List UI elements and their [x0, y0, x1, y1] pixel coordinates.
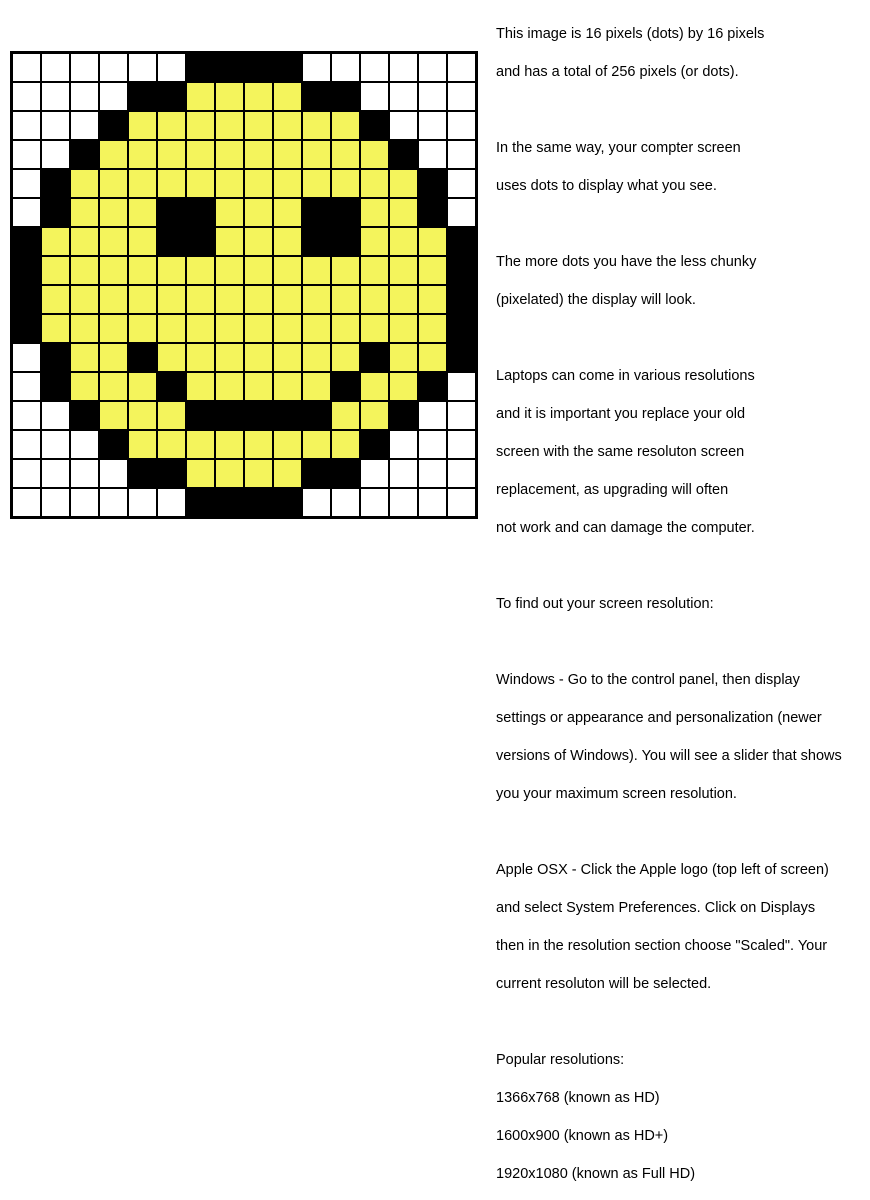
pixel-cell — [70, 82, 99, 111]
text-line: Popular resolutions: — [496, 1052, 625, 1068]
pixel-cell — [157, 430, 186, 459]
pixel-cell — [418, 314, 447, 343]
pixel-cell — [186, 314, 215, 343]
pixel-cell — [302, 401, 331, 430]
pixel-cell — [447, 285, 476, 314]
pixel-cell — [273, 488, 302, 517]
text-line: you your maximum screen resolution. — [496, 786, 737, 802]
pixel-cell — [331, 169, 360, 198]
info-text — [496, 6, 866, 1200]
pixel-cell — [70, 198, 99, 227]
pixel-cell — [128, 53, 157, 82]
pixel-cell — [215, 343, 244, 372]
pixel-cell — [41, 82, 70, 111]
pixel-cell — [360, 82, 389, 111]
pixel-cell — [447, 227, 476, 256]
pixel-cell — [418, 256, 447, 285]
pixel-cell — [302, 459, 331, 488]
pixel-cell — [360, 401, 389, 430]
pixel-cell — [389, 198, 418, 227]
pixel-cell — [418, 343, 447, 372]
pixel-cell — [128, 343, 157, 372]
pixel-cell — [302, 140, 331, 169]
pixel-cell — [99, 285, 128, 314]
pixel-cell — [302, 430, 331, 459]
pixel-cell — [157, 169, 186, 198]
text-line: 1600x900 (known as HD+) — [496, 1128, 669, 1144]
pixel-cell — [128, 82, 157, 111]
pixel-cell — [186, 459, 215, 488]
pixel-cell — [157, 285, 186, 314]
pixel-cell — [70, 285, 99, 314]
pixel-cell — [41, 372, 70, 401]
pixel-cell — [389, 430, 418, 459]
text-line: then in the resolution section choose "Scaled". Your — [496, 938, 828, 954]
pixel-cell — [186, 285, 215, 314]
pixel-cell — [331, 227, 360, 256]
pixel-cell — [389, 343, 418, 372]
pixel-cell — [273, 140, 302, 169]
pixel-cell — [389, 227, 418, 256]
pixel-cell — [215, 111, 244, 140]
pixel-cell — [99, 459, 128, 488]
text-line: and it is important you replace your old — [496, 406, 746, 422]
pixel-cell — [331, 256, 360, 285]
pixel-cell — [302, 111, 331, 140]
pixel-cell — [244, 198, 273, 227]
pixel-cell — [215, 227, 244, 256]
pixel-cell — [273, 401, 302, 430]
pixel-cell — [41, 256, 70, 285]
pixel-cell — [302, 343, 331, 372]
pixel-cell — [12, 488, 41, 517]
pixel-cell — [12, 140, 41, 169]
pixel-cell — [360, 488, 389, 517]
pixel-cell — [12, 401, 41, 430]
pixel-cell — [302, 169, 331, 198]
pixel-cell — [360, 314, 389, 343]
pixel-cell — [99, 256, 128, 285]
pixel-cell — [273, 82, 302, 111]
pixel-cell — [418, 372, 447, 401]
text-line: 1366x768 (known as HD) — [496, 1090, 660, 1106]
pixel-cell — [157, 256, 186, 285]
pixel-cell — [244, 314, 273, 343]
pixel-cell — [389, 488, 418, 517]
find-resolution-heading — [496, 576, 866, 633]
pixel-cell — [360, 111, 389, 140]
pixel-cell — [12, 198, 41, 227]
pixel-cell — [389, 459, 418, 488]
pixel-cell — [99, 198, 128, 227]
pixel-cell — [12, 256, 41, 285]
pixel-cell — [244, 488, 273, 517]
text-line: current resoluton will be selected. — [496, 976, 712, 992]
pixel-cell — [186, 227, 215, 256]
pixel-cell — [360, 53, 389, 82]
pixel-cell — [70, 459, 99, 488]
pixel-cell — [447, 488, 476, 517]
pixel-cell — [99, 140, 128, 169]
pixel-cell — [389, 256, 418, 285]
pixel-cell — [186, 372, 215, 401]
pixel-cell — [244, 343, 273, 372]
pixel-cell — [360, 140, 389, 169]
pixel-cell — [12, 111, 41, 140]
pixel-cell — [331, 401, 360, 430]
pixel-cell — [418, 111, 447, 140]
pixel-cell — [186, 430, 215, 459]
text-line: settings or appearance and personalization (newer — [496, 710, 822, 726]
pixel-cell — [331, 343, 360, 372]
pixel-cell — [41, 169, 70, 198]
pixel-cell — [128, 227, 157, 256]
pixel-cell — [331, 430, 360, 459]
pixel-cell — [128, 285, 157, 314]
smiley-pixel-grid — [10, 51, 478, 519]
pixel-cell — [186, 343, 215, 372]
pixel-cell — [12, 372, 41, 401]
apple-paragraph — [496, 842, 866, 1013]
pixel-cell — [215, 169, 244, 198]
pixel-cell — [389, 140, 418, 169]
text-line: uses dots to display what you see. — [496, 178, 717, 194]
pixel-cell — [331, 488, 360, 517]
text-line: Windows - Go to the control panel, then display — [496, 672, 800, 688]
pixel-cell — [418, 488, 447, 517]
pixel-cell — [128, 198, 157, 227]
pixel-cell — [360, 343, 389, 372]
pixel-cell — [70, 169, 99, 198]
pixel-cell — [12, 459, 41, 488]
pixel-cell — [12, 53, 41, 82]
pixel-cell — [70, 372, 99, 401]
pixel-cell — [302, 227, 331, 256]
pixel-cell — [70, 488, 99, 517]
pixel-cell — [331, 198, 360, 227]
pixel-cell — [302, 314, 331, 343]
pixel-cell — [331, 459, 360, 488]
pixel-cell — [447, 82, 476, 111]
pixel-cell — [99, 227, 128, 256]
pixel-cell — [331, 140, 360, 169]
pixel-cell — [12, 314, 41, 343]
pixel-cell — [70, 343, 99, 372]
pixel-cell — [331, 53, 360, 82]
pixel-cell — [41, 111, 70, 140]
pixel-cell — [447, 401, 476, 430]
pixel-cell — [418, 140, 447, 169]
pixel-cell — [128, 111, 157, 140]
pixel-cell — [389, 111, 418, 140]
pixel-cell — [273, 53, 302, 82]
pixel-cell — [186, 111, 215, 140]
pixel-cell — [70, 401, 99, 430]
pixel-cell — [41, 401, 70, 430]
pixel-cell — [244, 82, 273, 111]
pixel-cell — [273, 256, 302, 285]
pixel-cell — [360, 169, 389, 198]
pixel-cell — [360, 430, 389, 459]
pixel-cell — [215, 285, 244, 314]
text-line: versions of Windows). You will see a slider that shows — [496, 748, 842, 764]
pixel-cell — [244, 430, 273, 459]
pixel-cell — [99, 111, 128, 140]
pixel-cell — [360, 285, 389, 314]
pixel-cell — [99, 343, 128, 372]
pixel-cell — [447, 169, 476, 198]
pixel-cell — [244, 169, 273, 198]
pixel-cell — [128, 401, 157, 430]
pixel-cell — [12, 227, 41, 256]
pixel-cell — [12, 82, 41, 111]
pixel-cell — [360, 227, 389, 256]
pixel-cell — [128, 314, 157, 343]
pixel-cell — [302, 256, 331, 285]
pixel-cell — [273, 111, 302, 140]
pixel-cell — [273, 314, 302, 343]
pixel-cell — [70, 111, 99, 140]
pixel-cell — [215, 82, 244, 111]
pixel-cell — [302, 285, 331, 314]
pixel-cell — [70, 140, 99, 169]
pixel-cell — [389, 53, 418, 82]
pixel-cell — [418, 285, 447, 314]
pixel-cell — [128, 459, 157, 488]
pixel-cell — [360, 459, 389, 488]
pixel-cell — [128, 256, 157, 285]
pixel-cell — [99, 430, 128, 459]
popular-resolutions-paragraph — [496, 1032, 866, 1200]
intro-paragraph — [496, 6, 866, 101]
pixel-cell — [157, 82, 186, 111]
pixel-cell — [12, 285, 41, 314]
pixel-cell — [41, 459, 70, 488]
pixel-cell — [157, 111, 186, 140]
pixel-cell — [99, 169, 128, 198]
pixel-cell — [41, 314, 70, 343]
pixel-cell — [360, 198, 389, 227]
text-line: To find out your screen resolution: — [496, 596, 714, 612]
pixel-cell — [70, 227, 99, 256]
pixel-cell — [331, 372, 360, 401]
pixel-cell — [41, 227, 70, 256]
pixel-cell — [157, 401, 186, 430]
pixel-cell — [273, 343, 302, 372]
windows-paragraph — [496, 652, 866, 823]
pixel-cell — [244, 285, 273, 314]
pixel-cell — [331, 82, 360, 111]
text-line: not work and can damage the computer. — [496, 520, 755, 536]
pixel-cell — [157, 53, 186, 82]
pixel-cell — [244, 227, 273, 256]
screen-dots-paragraph — [496, 120, 866, 215]
pixel-cell — [331, 285, 360, 314]
pixel-cell — [360, 256, 389, 285]
pixel-cell — [302, 488, 331, 517]
text-line: This image is 16 pixels (dots) by 16 pixels — [496, 26, 765, 42]
pixel-cell — [244, 140, 273, 169]
pixel-cell — [215, 53, 244, 82]
pixel-cell — [99, 372, 128, 401]
pixel-cell — [157, 198, 186, 227]
pixel-cell — [360, 372, 389, 401]
pixel-cell — [447, 459, 476, 488]
pixel-cell — [215, 198, 244, 227]
text-line: and has a total of 256 pixels (or dots). — [496, 64, 739, 80]
pixel-cell — [331, 111, 360, 140]
pixel-cell — [418, 401, 447, 430]
pixel-cell — [418, 169, 447, 198]
pixel-cell — [41, 343, 70, 372]
pixel-cell — [273, 285, 302, 314]
pixel-cell — [215, 140, 244, 169]
pixel-cell — [186, 401, 215, 430]
pixel-cell — [70, 53, 99, 82]
pixel-cell — [418, 459, 447, 488]
pixel-cell — [128, 488, 157, 517]
pixel-cell — [302, 82, 331, 111]
pixel-cell — [447, 256, 476, 285]
pixel-cell — [273, 372, 302, 401]
pixel-cell — [99, 401, 128, 430]
pixel-cell — [447, 372, 476, 401]
pixel-cell — [157, 227, 186, 256]
pixel-cell — [215, 488, 244, 517]
pixel-cell — [186, 198, 215, 227]
pixel-cell — [186, 256, 215, 285]
pixel-cell — [12, 343, 41, 372]
pixel-cell — [244, 256, 273, 285]
text-line: Apple OSX - Click the Apple logo (top left of screen) — [496, 862, 829, 878]
pixel-cell — [186, 169, 215, 198]
pixel-cell — [186, 488, 215, 517]
pixel-cell — [157, 372, 186, 401]
pixel-cell — [157, 488, 186, 517]
chunky-paragraph — [496, 234, 866, 329]
pixel-cell — [418, 227, 447, 256]
pixel-cell — [157, 140, 186, 169]
pixel-cell — [215, 314, 244, 343]
pixel-cell — [215, 256, 244, 285]
pixel-cell — [157, 343, 186, 372]
pixel-cell — [70, 314, 99, 343]
pixel-cell — [389, 82, 418, 111]
laptops-paragraph — [496, 348, 866, 557]
pixel-cell — [418, 430, 447, 459]
pixel-cell — [244, 372, 273, 401]
pixel-cell — [389, 314, 418, 343]
pixel-cell — [302, 198, 331, 227]
pixel-cell — [157, 459, 186, 488]
pixel-cell — [41, 53, 70, 82]
text-line: (pixelated) the display will look. — [496, 292, 696, 308]
pixel-cell — [389, 372, 418, 401]
pixel-cell — [128, 140, 157, 169]
pixel-cell — [447, 343, 476, 372]
text-line: Laptops can come in various resolutions — [496, 368, 755, 384]
pixel-cell — [273, 459, 302, 488]
pixel-cell — [447, 430, 476, 459]
pixel-cell — [128, 372, 157, 401]
pixel-cell — [447, 111, 476, 140]
pixel-cell — [41, 140, 70, 169]
pixel-cell — [215, 401, 244, 430]
text-line: The more dots you have the less chunky — [496, 254, 757, 270]
pixel-cell — [128, 430, 157, 459]
pixel-cell — [447, 314, 476, 343]
text-line: 1920x1080 (known as Full HD) — [496, 1166, 696, 1182]
pixel-cell — [186, 82, 215, 111]
pixel-cell — [331, 314, 360, 343]
pixel-cell — [418, 53, 447, 82]
pixel-cell — [418, 82, 447, 111]
pixel-cell — [70, 430, 99, 459]
pixel-cell — [273, 169, 302, 198]
pixel-cell — [389, 401, 418, 430]
pixel-cell — [215, 430, 244, 459]
pixel-cell — [244, 111, 273, 140]
pixel-cell — [447, 140, 476, 169]
pixel-cell — [273, 227, 302, 256]
text-line: In the same way, your compter screen — [496, 140, 741, 156]
pixel-cell — [41, 198, 70, 227]
text-line: replacement, as upgrading will often — [496, 482, 729, 498]
pixel-cell — [12, 169, 41, 198]
pixel-cell — [302, 372, 331, 401]
pixel-cell — [244, 401, 273, 430]
text-line: and select System Preferences. Click on Displays — [496, 900, 816, 916]
pixel-cell — [70, 256, 99, 285]
pixel-cell — [186, 140, 215, 169]
pixel-cell — [41, 285, 70, 314]
pixel-cell — [99, 82, 128, 111]
pixel-cell — [215, 372, 244, 401]
text-line: screen with the same resoluton screen — [496, 444, 745, 460]
pixel-cell — [99, 314, 128, 343]
pixel-cell — [41, 488, 70, 517]
pixel-cell — [418, 198, 447, 227]
pixel-cell — [302, 53, 331, 82]
pixel-cell — [12, 430, 41, 459]
pixel-cell — [447, 198, 476, 227]
pixel-cell — [99, 53, 128, 82]
pixel-cell — [157, 314, 186, 343]
pixel-cell — [186, 53, 215, 82]
pixel-cell — [244, 53, 273, 82]
pixel-cell — [215, 459, 244, 488]
pixel-cell — [128, 169, 157, 198]
pixel-cell — [99, 488, 128, 517]
pixel-cell — [273, 198, 302, 227]
pixel-cell — [389, 285, 418, 314]
pixel-cell — [447, 53, 476, 82]
pixel-cell — [244, 459, 273, 488]
pixel-cell — [41, 430, 70, 459]
pixel-cell — [389, 169, 418, 198]
pixel-cell — [273, 430, 302, 459]
